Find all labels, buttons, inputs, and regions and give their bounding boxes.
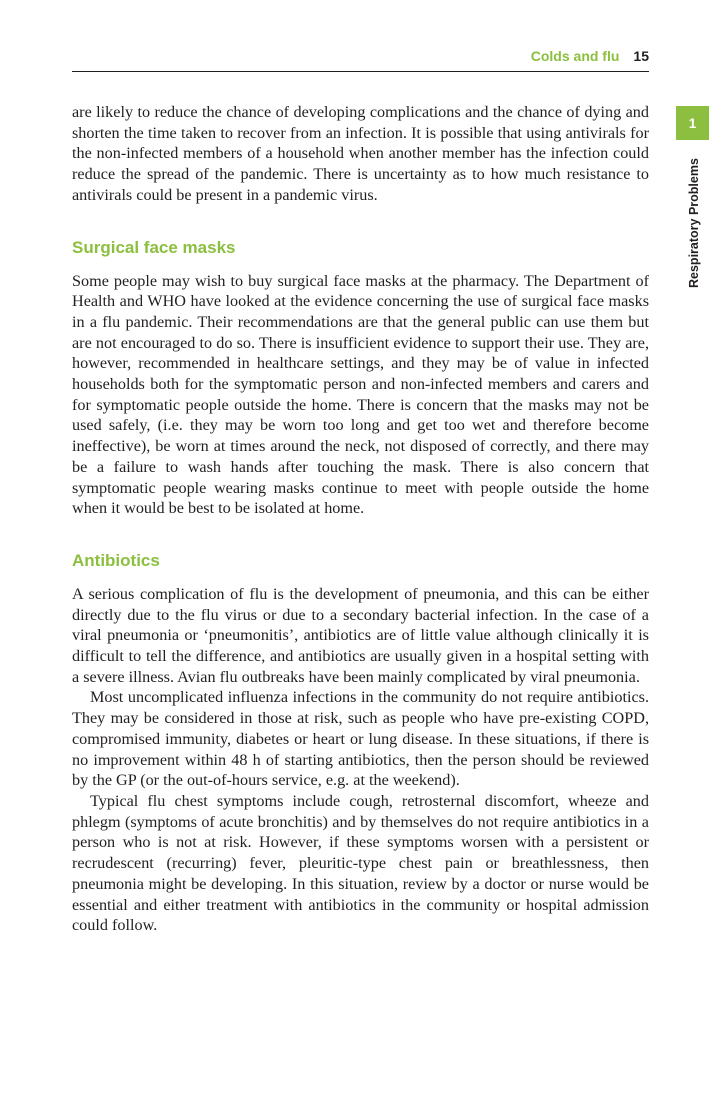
chapter-label: Respiratory Problems (687, 158, 701, 288)
chapter-number: 1 (688, 115, 697, 131)
paragraph: A serious complication of flu is the development of pneumonia, and this can be either directly due to the flu virus or due to a secondary bacterial infection. In the case of a viral pneumonia or ‘pneumonitis’, antibiotics are of little value although clinically it is difficult to tell the difference, and antibiotics are usually given in a hospital setting with a severe illness. Avian flu outbreaks have been mainly complicated by viral pneumonia. (72, 584, 649, 686)
running-head-section-title: Colds and flu (530, 48, 620, 64)
paragraph: Typical flu chest symptoms include cough, retrosternal discomfort, wheeze and phlegm (symptoms of acute bronchitis) and by themselves do not require antibiotics in a person who is not at risk. However, if these symptoms worsen with a persistent or recrudescent (recurring) fever, pleuritic-type chest pain or breathlessness, then pneumonia might be developing. In this situation, review by a doctor or nurse would be essential and either treatment with antibiotics in the community or hospital admission could follow. (72, 791, 649, 935)
intro-paragraph: are likely to reduce the chance of developing complications and the chance of dying and shorten the time taken to recover from an infection. It is possible that using antivirals for the non-infected members of a household when another member has the infection could reduce the spread of the pandemic. There is uncertainty as to how much resistance to antivirals could be present in a pandemic virus. (72, 103, 649, 204)
paragraph: Most uncomplicated influenza infections in the community do not require antibiotics. They may be considered in those at risk, such as people who have pre-existing COPD, compromised immunity, diabetes or heart or lung disease. In these situations, if there is no improvement within 48 h of starting antibiotics, then the person should be reviewed by the GP (or the out-of-hours service, e.g. at the weekend). (72, 688, 649, 790)
page-content (72, 102, 649, 936)
section-heading-surgical-face-masks: Surgical face masks (72, 237, 236, 257)
page-number: 15 (633, 48, 649, 64)
chapter-tab (676, 106, 709, 140)
header-rule (72, 71, 649, 72)
paragraph: Some people may wish to buy surgical face masks at the pharmacy. The Department of Health and WHO have looked at the evidence concerning the use of surgical face masks in a flu pandemic. Their recommendations are that the general public can use them but are not encouraged to do so. There is insufficient evidence to support their use. They are, however, recommended in healthcare settings, and they may be of value in infected households both for the symptomatic person and non-infected members and carers and for symptomatic people outside the home. There is concern that the masks may not be used safely, (i.e. they may be worn too long and get too wet and therefore become ineffective), be worn at times around the neck, not disposed of correctly, and there may be a failure to wash hands after touching the mask. There is also concern that symptomatic people wearing masks continue to meet with people outside the home when it would be best to be isolated at home. (72, 271, 649, 518)
section-heading-antibiotics: Antibiotics (72, 550, 160, 570)
running-head (72, 47, 649, 65)
